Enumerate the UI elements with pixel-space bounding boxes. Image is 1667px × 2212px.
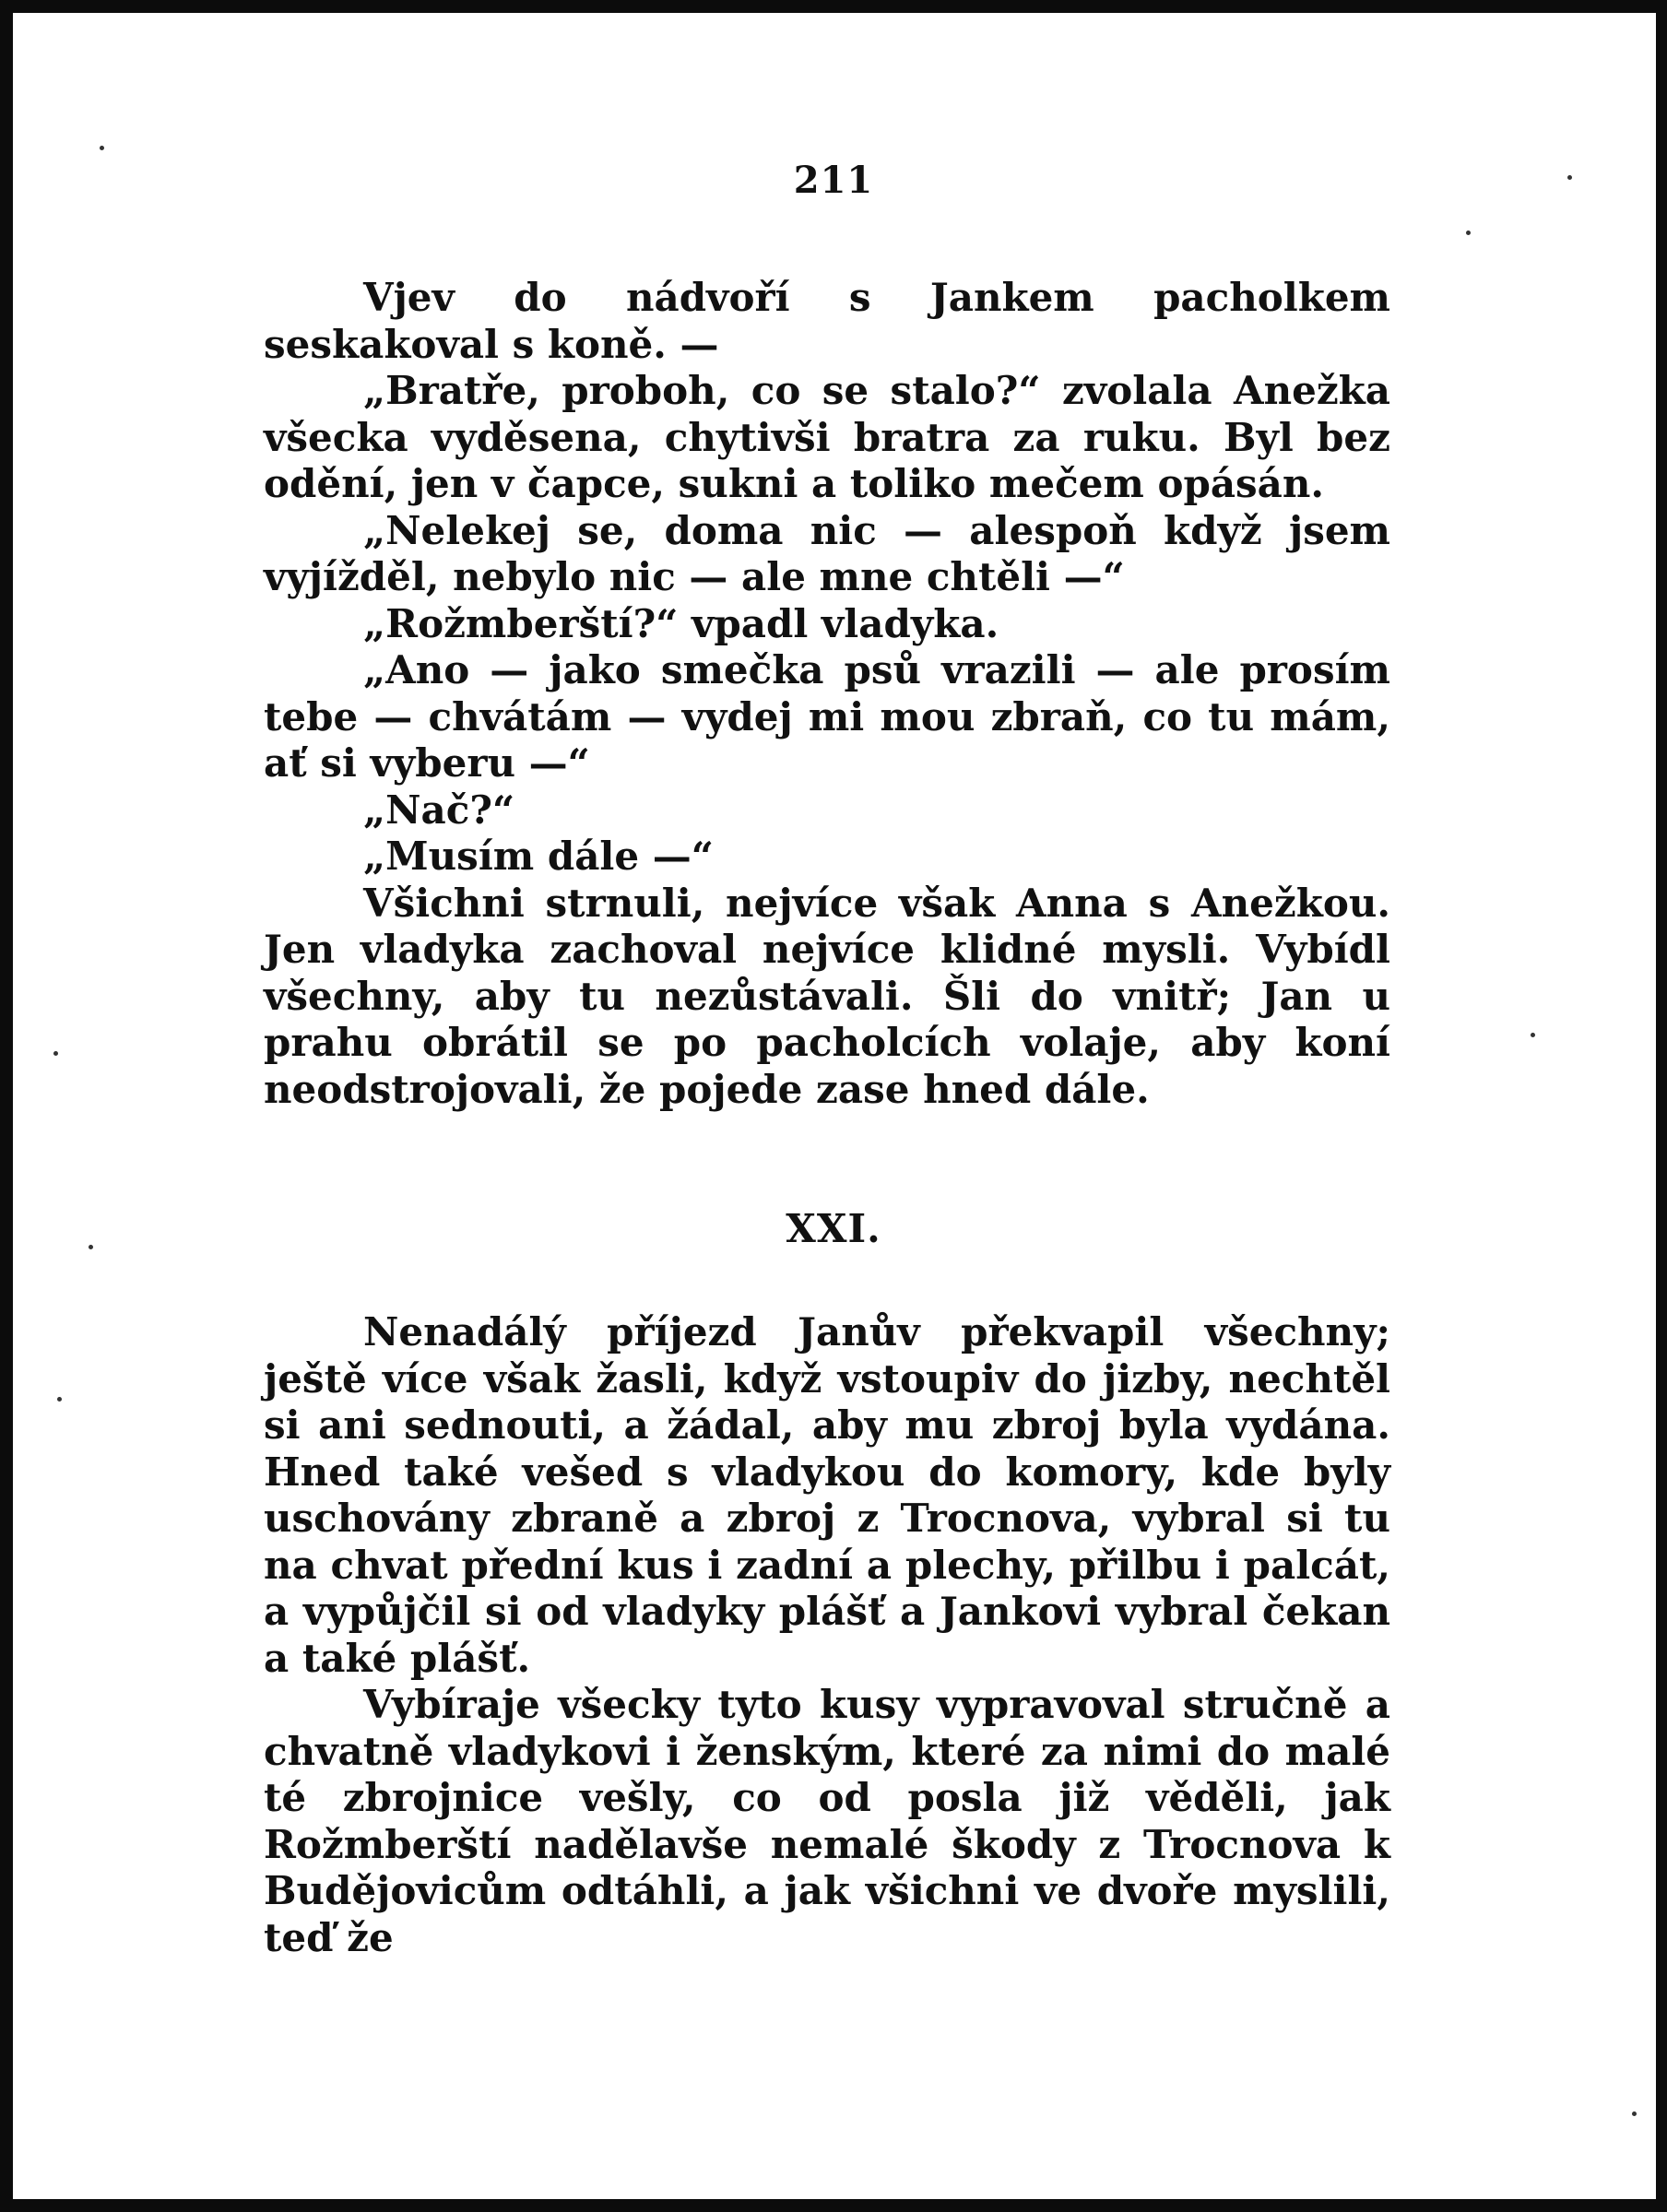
- paragraph: Vjev do nádvoří s Jankem pacholkem seskakoval s koně. —: [264, 275, 1390, 367]
- scan-edge-bottom: [0, 2199, 1667, 2212]
- chapter-heading: XXI.: [786, 1206, 881, 1251]
- paragraph: „Bratře, proboh, co se stalo?“ zvolala Anežka všecka vyděsena, chytivši bratra za ruku. Byl bez odění, jen v čapce, sukni a toliko mečem opásán.: [264, 368, 1390, 506]
- page-number: 211: [793, 159, 874, 202]
- scan-speck: [57, 1397, 62, 1402]
- paragraph: „Nač?“: [363, 787, 515, 833]
- section-2-body: [264, 1309, 1390, 1961]
- scan-speck: [100, 146, 104, 150]
- scan-speck: [53, 1051, 58, 1056]
- scan-edge-left: [0, 0, 13, 2212]
- paragraph: Vybíraje všecky tyto kusy vypravoval stručně a chvatně vladykovi i ženským, které za nimi do malé té zbrojnice vešly, co od posla již věděli, jak Rožmberští nadělavše nemalé škody z Trocnova k Budějovicům odtáhli, a jak všichni ve dvoře myslili, teď že: [264, 1682, 1390, 1960]
- scan-speck: [1632, 2111, 1637, 2116]
- scan-speck: [1466, 231, 1471, 235]
- paragraph: „Musím dále —“: [363, 834, 714, 879]
- scan-edge-right: [1656, 0, 1667, 2212]
- section-1-body: [264, 275, 1390, 1113]
- scan-edge-top: [0, 0, 1667, 13]
- scan-speck: [1531, 1033, 1535, 1037]
- paragraph: „Rožmberští?“ vpadl vladyka.: [363, 600, 999, 646]
- paragraph: „Ano — jako smečka psů vrazili — ale prosím tebe — chvátám — vydej mi mou zbraň, co tu mám, ať si vyberu —“: [264, 647, 1390, 786]
- paragraph: „Nelekej se, doma nic — alespoň když jsem vyjížděl, nebylo nic — ale mne chtěli —“: [264, 507, 1390, 599]
- paragraph: Nenadálý příjezd Janův překvapil všechny; ještě více však žasli, když vstoupiv do jizby, nechtěl si ani sednouti, a žádal, aby mu zbroj byla vydána. Hned také vešed s vladykou do komory, kde byly uschovány zbraně a zbroj z Trocnova, vybral si tu na chvat přední kus i zadní a plechy, přilbu i palcát, a vypůjčil si od vladyky plášť a Jankovi vybral čekan a také plášť.: [264, 1309, 1390, 1681]
- paragraph: Všichni strnuli, nejvíce však Anna s Anežkou. Jen vladyka zachoval nejvíce klidné mysli. Vybídl všechny, aby tu nezůstávali. Šli do vnitř; Jan u prahu obrátil se po pacholcích volaje, aby koní neodstrojovali, že pojede zase hned dále.: [264, 880, 1390, 1112]
